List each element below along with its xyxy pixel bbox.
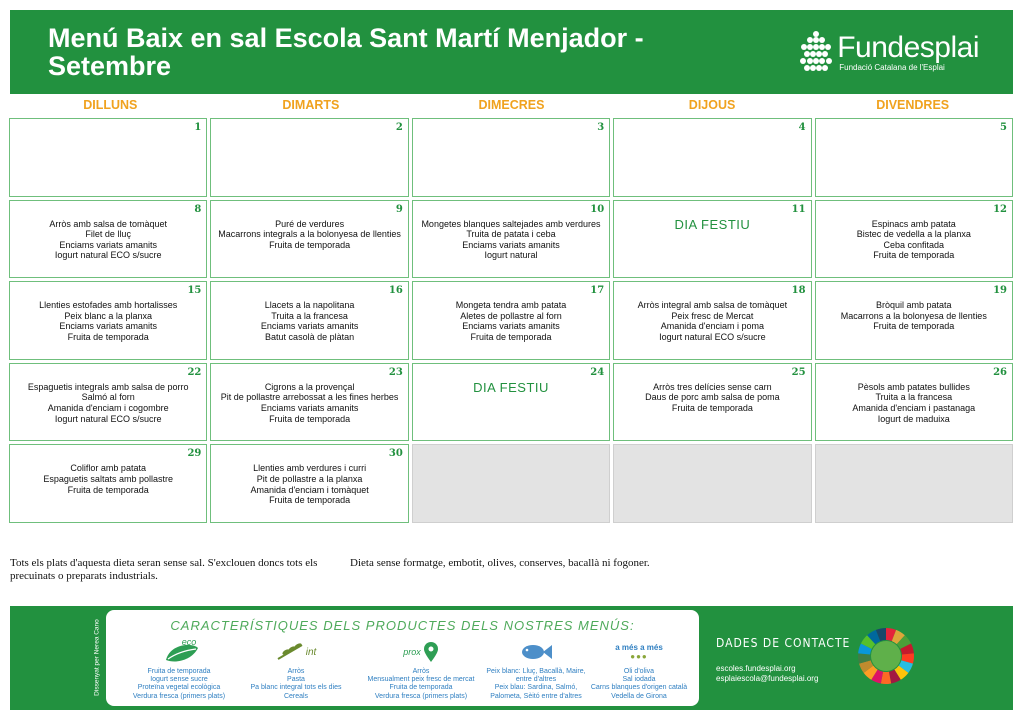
day-cell (613, 118, 811, 197)
day-number: 11 (791, 203, 806, 215)
extra-dots: ●●● (630, 652, 648, 661)
wheat-icon (236, 636, 356, 668)
day-cell (210, 444, 408, 523)
day-cell (210, 363, 408, 442)
product-integral-line: Arròs (287, 668, 305, 675)
dish-item: Amanida d'enciam i tomàquet (250, 484, 369, 495)
holiday-label: DIA FESTIU (473, 379, 549, 395)
product-extra-line: Carns blanques d'origen català (590, 684, 688, 692)
dish-item: Enciams variats amanits (462, 321, 560, 332)
dish-item: Espinacs amb patata (871, 218, 956, 229)
day-cell (613, 363, 811, 442)
day-cell (412, 281, 610, 360)
dish-item: Iogurt natural (484, 250, 538, 261)
dish-item: Enciams variats amanits (59, 321, 157, 332)
footer-banner (10, 606, 1013, 710)
dish-item: Macarrons integrals a la bolonyesa de llenties (218, 229, 401, 240)
dish-item: Amanida d'enciam i pastanaga (852, 402, 976, 413)
dish-item: Iogurt de maduixa (877, 413, 950, 424)
extra-label: a més a més (615, 643, 663, 652)
dish-item: Enciams variats amanits (59, 239, 157, 250)
weekday-tuesday: DIMARTS (282, 98, 340, 112)
panel-title: CARACTERÍSTIQUES DELS PRODUCTES DELS NOSTRES MENÚS: (170, 618, 635, 633)
day-number: 26 (993, 366, 1007, 378)
dish-item: Daus de porc amb salsa de poma (645, 392, 780, 403)
dish-item: Fruita de temporada (873, 250, 955, 261)
empty-day-cell (412, 444, 610, 523)
product-integral (236, 636, 356, 701)
dish-item: Iogurt natural ECO s/sucre (54, 413, 162, 424)
product-fish-list (476, 668, 596, 701)
day-number: 8 (194, 203, 202, 215)
dish-item: Truita a la francesa (271, 310, 348, 321)
product-fish-line: Peix blau: Sardina, Salmó, (494, 684, 578, 692)
dish-item: Espaguetis integrals amb salsa de porro (27, 381, 189, 392)
sdg-center (871, 641, 901, 671)
product-eco-line: Fruita de temporada (147, 668, 211, 675)
dish-item: Fruita de temporada (269, 239, 351, 250)
weekday-header (10, 96, 1013, 116)
dish-item: Puré de verdures (275, 218, 345, 229)
day-cell (9, 444, 207, 523)
day-number: 12 (993, 203, 1007, 215)
day-number: 15 (187, 285, 202, 297)
product-extra-line: Oli d'oliva (623, 668, 655, 675)
product-proximity-list (356, 668, 486, 701)
product-eco-line: Proteïna vegetal ecològica (137, 684, 221, 692)
holiday-label: DIA FESTIU (674, 216, 751, 232)
dish-item: Mongetes blanques saltejades amb verdures (421, 218, 601, 229)
day-number: 18 (791, 285, 806, 297)
dish-item: Pit de pollastre arrebossat a les fines herbes (220, 392, 399, 403)
day-cell (412, 363, 610, 442)
dish-item: Bròquil amb patata (876, 300, 952, 311)
day-number: 17 (590, 285, 605, 297)
product-integral-line: Pasta (287, 676, 305, 684)
product-proximity-line: Fruita de temporada (389, 684, 453, 692)
product-extra-line: Sal iodada (622, 676, 656, 684)
dish-item: Truita a la francesa (875, 392, 953, 403)
contact-title: DADES DE CONTACTE (716, 636, 851, 650)
product-fish-line: Peix blanc: Lluç, Bacallà, Maire, (486, 668, 586, 675)
dish-item: Aletes de pollastre al forn (460, 310, 562, 321)
product-fish-line: entre d'altres (515, 676, 557, 684)
day-cell (815, 281, 1013, 360)
dish-item: Arròs tres delícies sense carn (653, 381, 772, 392)
day-cell (9, 200, 207, 279)
day-number: 22 (187, 366, 202, 378)
integral-label: int (305, 646, 317, 658)
day-cell (815, 118, 1013, 197)
dish-item: Filet de lluç (85, 229, 131, 240)
product-eco-line: Verdura fresca (primers plats) (132, 692, 226, 700)
day-cell (9, 363, 207, 442)
logo-subtitle: Fundació Catalana de l'Esplai (839, 62, 945, 72)
product-proximity (356, 636, 486, 701)
dish-item: Pèsols amb patates bullides (857, 381, 970, 392)
dish-item: Fruita de temporada (269, 413, 351, 424)
day-cell (815, 200, 1013, 279)
dish-item: Enciams variats amanits (260, 321, 359, 332)
day-number: 3 (597, 122, 605, 133)
dish-item: Mongeta tendra amb patata (455, 300, 567, 311)
day-cell (9, 281, 207, 360)
eco-label: eco (181, 637, 197, 647)
dish-item: Truita de patata i ceba (466, 229, 556, 240)
weekday-friday: DIVENDRES (876, 98, 950, 112)
dish-item: Peix fresc de Mercat (671, 310, 754, 321)
dish-item: Batut casolà de plàtan (265, 331, 355, 342)
product-proximity-line: Verdura fresca (primers plats) (374, 692, 468, 700)
menu-calendar-grid (9, 118, 1013, 523)
day-cell (210, 281, 408, 360)
day-number: 4 (798, 122, 806, 133)
extra-dots-icon (584, 636, 694, 668)
dish-item: Fruita de temporada (67, 331, 149, 342)
logo-name: Fundesplai (837, 30, 979, 64)
day-cell (613, 281, 811, 360)
dish-item: Fruita de temporada (470, 331, 552, 342)
dish-item: Llenties amb verdures i curri (253, 463, 367, 474)
dish-item: Fruita de temporada (671, 402, 753, 413)
empty-day-cell (815, 444, 1013, 523)
dish-item: Arròs integral amb salsa de tomàquet (637, 300, 788, 311)
day-number: 16 (388, 285, 403, 297)
day-number: 10 (590, 203, 605, 215)
product-extra (584, 636, 694, 701)
dish-item: Fruita de temporada (67, 484, 149, 495)
dish-item: Macarrons a la bolonyesa de llenties (840, 310, 987, 321)
fish-icon (476, 636, 596, 668)
product-eco (114, 636, 244, 701)
product-integral-list (236, 668, 356, 701)
dish-item: Espaguetis saltats amb pollastre (43, 473, 173, 484)
eco-leaf-icon (114, 636, 244, 668)
dish-item: Amanida d'enciam i cogombre (47, 402, 169, 413)
logo-grapes-icon (799, 30, 833, 74)
product-integral-line: Cereals (283, 692, 309, 700)
day-number: 24 (590, 366, 605, 378)
dish-item: Arròs amb salsa de tomàquet (49, 218, 167, 229)
dish-item: Enciams variats amanits (462, 239, 560, 250)
dish-item: Fruita de temporada (269, 495, 351, 506)
proximity-label: prox (403, 647, 421, 657)
dish-item: Amanida d'enciam i poma (660, 321, 765, 332)
dish-item: Coliflor amb patata (70, 463, 146, 474)
designer-credit (92, 614, 102, 704)
dish-item: Bistec de vedella a la planxa (856, 229, 971, 240)
day-number: 25 (791, 366, 806, 378)
weekday-monday: DILLUNS (83, 98, 138, 112)
contact-email[interactable]: esplaiescola@fundesplai.org (716, 674, 819, 683)
day-cell (210, 200, 408, 279)
day-number: 29 (187, 448, 202, 460)
designer-credit-text: Dissenyat per Nerea Cano (93, 619, 101, 696)
day-number: 19 (993, 285, 1007, 297)
product-fish-line: Palometa, Sèitó entre d'altres (490, 692, 582, 700)
dish-item: Llacets a la napolitana (264, 300, 355, 311)
day-number: 1 (194, 122, 202, 133)
day-cell (412, 118, 610, 197)
header-banner (10, 10, 1013, 94)
dish-item: Fruita de temporada (873, 321, 955, 332)
page-title: Menú Baix en sal Escola Sant Martí Menjador - Setembre (48, 23, 644, 81)
product-integral-line: Pa blanc integral tots els dies (250, 684, 342, 692)
day-cell (9, 118, 207, 197)
product-proximity-line: Mensualment peix fresc de mercat (367, 676, 475, 684)
day-cell (613, 200, 811, 279)
day-number: 9 (395, 203, 403, 215)
day-number: 2 (395, 122, 403, 133)
dish-item: Iogurt natural ECO s/sucre (659, 331, 766, 342)
day-number: 23 (388, 366, 403, 378)
product-proximity-line: Arròs (412, 668, 430, 675)
dish-item: Enciams variats amanits (260, 402, 359, 413)
day-cell (210, 118, 408, 197)
weekday-thursday: DIJOUS (688, 98, 736, 112)
contact-website[interactable]: escoles.fundesplai.org (716, 664, 796, 673)
product-extra-line: Vedella de Girona (611, 692, 667, 700)
fundesplai-logo (799, 30, 979, 74)
contact-info (716, 636, 850, 684)
product-fish (476, 636, 596, 701)
day-cell (815, 363, 1013, 442)
dish-item: Pit de pollastre a la planxa (256, 473, 363, 484)
product-eco-line: Iogurt sense sucre (150, 676, 208, 684)
note-exclusions: Dieta sense formatge, embotit, olives, conserves, bacallà ni fogoner. (350, 557, 650, 569)
empty-day-cell (613, 444, 811, 523)
product-extra-list (584, 668, 694, 701)
dish-item: Llenties estofades amb hortalisses (39, 300, 178, 311)
day-cell (412, 200, 610, 279)
dish-item: Cigrons a la provençal (264, 381, 355, 392)
day-number: 30 (388, 448, 403, 460)
product-characteristics-panel (106, 610, 699, 706)
location-pin-icon (356, 636, 486, 668)
day-number: 5 (1000, 122, 1007, 133)
note-no-salt: Tots els plats d'aquesta dieta seran sense sal. S'exclouen doncs tots els precuinats o preparats industrials. (10, 557, 318, 582)
dish-item: Ceba confitada (883, 239, 945, 250)
sdg-wheel-icon (856, 626, 916, 686)
dish-item: Salmó al forn (81, 392, 135, 403)
dish-item: Iogurt natural ECO s/sucre (54, 250, 162, 261)
dish-item: Peix blanc a la planxa (64, 310, 152, 321)
weekday-wednesday: DIMECRES (478, 98, 545, 112)
product-eco-list (114, 668, 244, 701)
